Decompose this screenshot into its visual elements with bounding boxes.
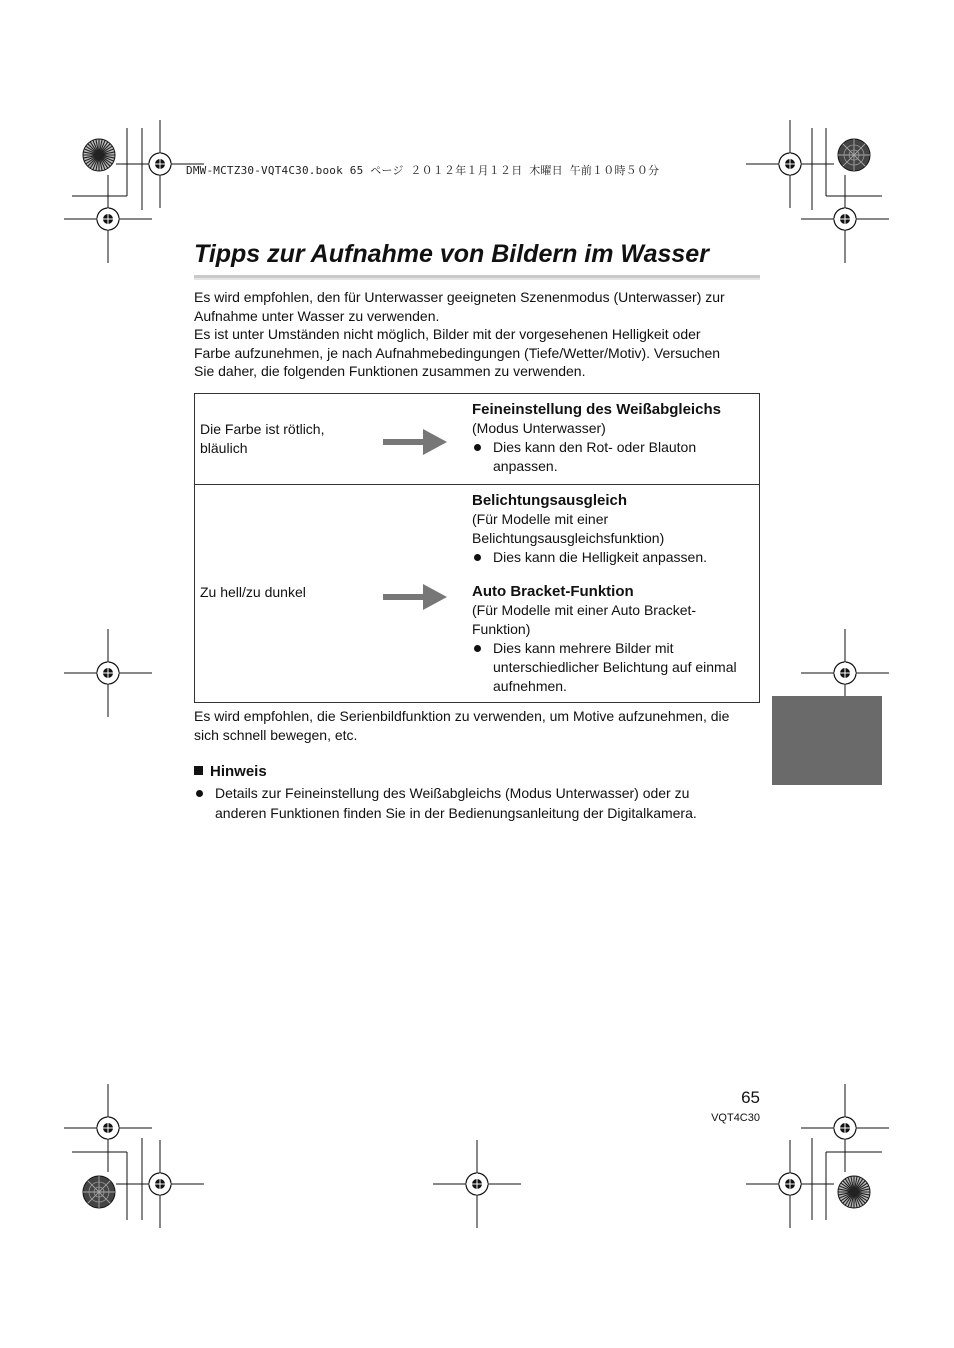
solution-title: Belichtungsausgleich <box>472 492 628 509</box>
bullet-icon <box>474 554 481 561</box>
paragraph-line: Es wird empfohlen, die Serienbildfunktion zu verwenden, um Motive aufzunehmen, die <box>194 708 730 724</box>
section-tab <box>772 696 882 785</box>
intro-paragraph <box>194 288 760 381</box>
intro-line: Farbe aufzunehmen, je nach Aufnahmebedingungen (Tiefe/Wetter/Motiv). Versuchen <box>194 344 721 361</box>
bullet-line: Dies kann mehrere Bilder mit <box>493 640 674 656</box>
problem-line: Zu hell/zu dunkel <box>200 584 306 600</box>
solution-subtitle: Funktion) <box>472 621 531 637</box>
solution-bullet <box>472 639 757 696</box>
bullet-icon <box>196 790 203 797</box>
page-number: 65 <box>741 1088 760 1107</box>
color-target-icon <box>83 1176 115 1208</box>
note-heading <box>194 763 267 780</box>
square-bullet-icon <box>194 766 203 775</box>
note-item <box>194 784 760 823</box>
bullet-icon <box>474 645 481 652</box>
paragraph-line: sich schnell bewegen, etc. <box>194 726 358 743</box>
page-title: Tipps zur Aufnahme von Bildern im Wasser <box>194 240 709 268</box>
solution-cell <box>472 491 757 696</box>
after-table-paragraph <box>194 707 760 744</box>
intro-line: Es wird empfohlen, den für Unterwasser geeigneten Szenenmodus (Unterwasser) zur <box>194 289 725 305</box>
note-line: Details zur Feineinstellung des Weißabgleichs (Modus Unterwasser) oder zu <box>215 785 690 801</box>
solution-subtitle: (Für Modelle mit einer <box>472 511 609 527</box>
bullet-line: unterschiedlicher Belichtung auf einmal <box>493 659 737 675</box>
solution-bullet <box>472 548 757 567</box>
tips-table <box>194 393 760 703</box>
color-target-icon <box>83 139 115 171</box>
solution-subtitle: (Modus Unterwasser) <box>472 420 606 436</box>
bullet-icon <box>474 444 481 451</box>
right-arrow-icon <box>383 584 447 610</box>
bullet-line: Dies kann den Rot- oder Blauton <box>493 439 697 455</box>
note-line: anderen Funktionen finden Sie in der Bedienungsanleitung der Digitalkamera. <box>215 804 697 821</box>
solution-subtitle: Belichtungsausgleichsfunktion) <box>472 530 665 546</box>
table-row <box>195 394 759 485</box>
color-target-icon <box>838 1176 870 1208</box>
problem-line: bläulich <box>200 439 248 456</box>
right-arrow-icon <box>383 429 447 455</box>
bullet-line: aufnehmen. <box>493 678 567 694</box>
solution-bullet <box>472 438 757 476</box>
solution-cell <box>472 400 757 476</box>
note-heading-label: Hinweis <box>210 763 267 780</box>
intro-line: Sie daher, die folgenden Funktionen zusammen zu verwenden. <box>194 363 586 379</box>
document-code: VQT4C30 <box>711 1112 760 1124</box>
bullet-line: Dies kann die Helligkeit anpassen. <box>493 549 708 565</box>
intro-line: Aufnahme unter Wasser zu verwenden. <box>194 307 440 324</box>
file-info-header: DMW-MCTZ30-VQT4C30.book 65 ページ ２０１２年１月１２日 木曜日 午前１０時５０分 <box>186 164 660 177</box>
solution-subtitle: (Für Modelle mit einer Auto Bracket- <box>472 602 697 618</box>
color-target-icon <box>838 139 870 171</box>
table-row <box>195 485 759 702</box>
problem-cell <box>200 583 306 602</box>
intro-line: Es ist unter Umständen nicht möglich, Bilder mit der vorgesehenen Helligkeit oder <box>194 326 701 342</box>
solution-title: Auto Bracket-Funktion <box>472 583 634 600</box>
title-underline <box>194 275 760 280</box>
problem-line: Die Farbe ist rötlich, <box>200 421 325 437</box>
problem-cell <box>200 420 324 457</box>
solution-title: Feineinstellung des Weißabgleichs <box>472 401 721 418</box>
bullet-line: anpassen. <box>493 458 558 474</box>
